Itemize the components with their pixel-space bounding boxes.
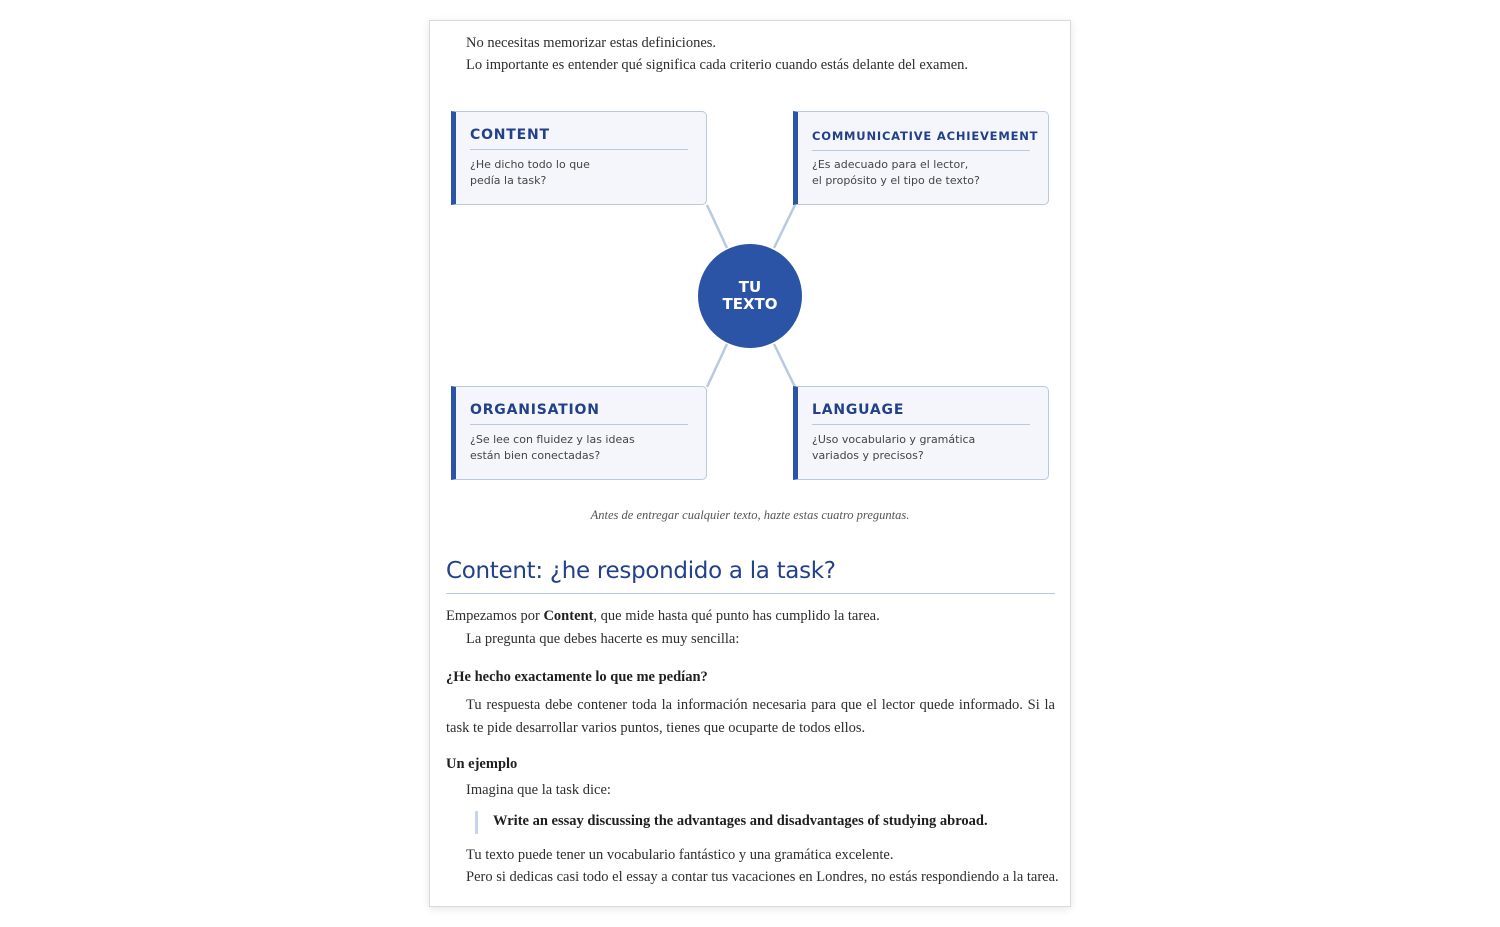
card-organisation-line-2: están bien conectadas? (470, 449, 601, 462)
card-organisation-text (470, 432, 635, 464)
card-content (451, 111, 707, 205)
quote-bar (475, 811, 478, 834)
paragraph-example-lead: Imagina que la task dice: (466, 782, 611, 798)
paragraph-explanation: Tu respuesta debe contener toda la información necesaria para que el lector quede informado. Si la task te pide desarrollar varios puntos, tienes que ocuparte de todos ellos. (446, 697, 1055, 736)
paragraph-content-intro (446, 608, 880, 625)
card-communicative-title: COMMUNICATIVE ACHIEVEMENT (812, 129, 1030, 151)
p1-text-before: Empezamos por (446, 608, 544, 624)
hub-label-line-2: TEXTO (722, 295, 778, 313)
connector-communicative (774, 205, 795, 248)
card-communicative-line-1: ¿Es adecuado para el lector, (812, 158, 969, 171)
task-quote: Write an essay discussing the advantages and disadvantages of studying abroad. (493, 813, 988, 829)
card-organisation-title: ORGANISATION (470, 402, 688, 425)
hub-circle (698, 244, 802, 348)
connector-content (707, 205, 727, 248)
card-organisation-line-1: ¿Se lee con fluidez y las ideas (470, 433, 635, 446)
card-communicative-line-2: el propósito y el tipo de texto? (812, 174, 980, 187)
intro-line-2: Lo importante es entender qué significa cada criterio cuando estás delante del examen. (466, 57, 969, 73)
hub-label-line-1: TU (738, 278, 762, 296)
card-content-title: CONTENT (470, 127, 688, 150)
document-page (429, 20, 1071, 907)
card-language (793, 386, 1049, 480)
card-content-text (470, 157, 590, 189)
paragraph-question-lead: La pregunta que debes hacerte es muy sencilla: (466, 631, 740, 647)
card-content-line-2: pedía la task? (470, 174, 547, 187)
card-organisation (451, 386, 707, 480)
card-language-text (812, 432, 975, 464)
p1-text-after: , que mide hasta qué punto has cumplido la tarea. (593, 608, 880, 624)
card-language-line-2: variados y precisos? (812, 449, 924, 462)
card-communicative-text (812, 157, 980, 189)
p1-bold-term: Content (543, 608, 594, 624)
card-content-line-1: ¿He dicho todo lo que (470, 158, 590, 171)
intro-line-1: No necesitas memorizar estas definiciones. (466, 35, 717, 51)
connector-organisation (707, 344, 727, 387)
paragraph-closing-2: Pero si dedicas casi todo el essay a contar tus vacaciones en Londres, no estás respondiendo a la tarea. (466, 869, 1059, 885)
card-language-line-1: ¿Uso vocabulario y gramática (812, 433, 976, 446)
connector-language (774, 344, 795, 387)
section-heading: Content: ¿he respondido a la task? (446, 558, 836, 584)
heading-rule (446, 593, 1055, 594)
diagram-caption: Antes de entregar cualquier texto, hazte estas cuatro preguntas. (590, 508, 910, 522)
card-language-title: LANGUAGE (812, 402, 1030, 425)
example-subheading: Un ejemplo (446, 756, 518, 772)
card-communicative-achievement (793, 111, 1049, 205)
question-subheading: ¿He hecho exactamente lo que me pedían? (446, 669, 708, 685)
paragraph-closing-1: Tu texto puede tener un vocabulario fantástico y una gramática excelente. (466, 847, 894, 863)
